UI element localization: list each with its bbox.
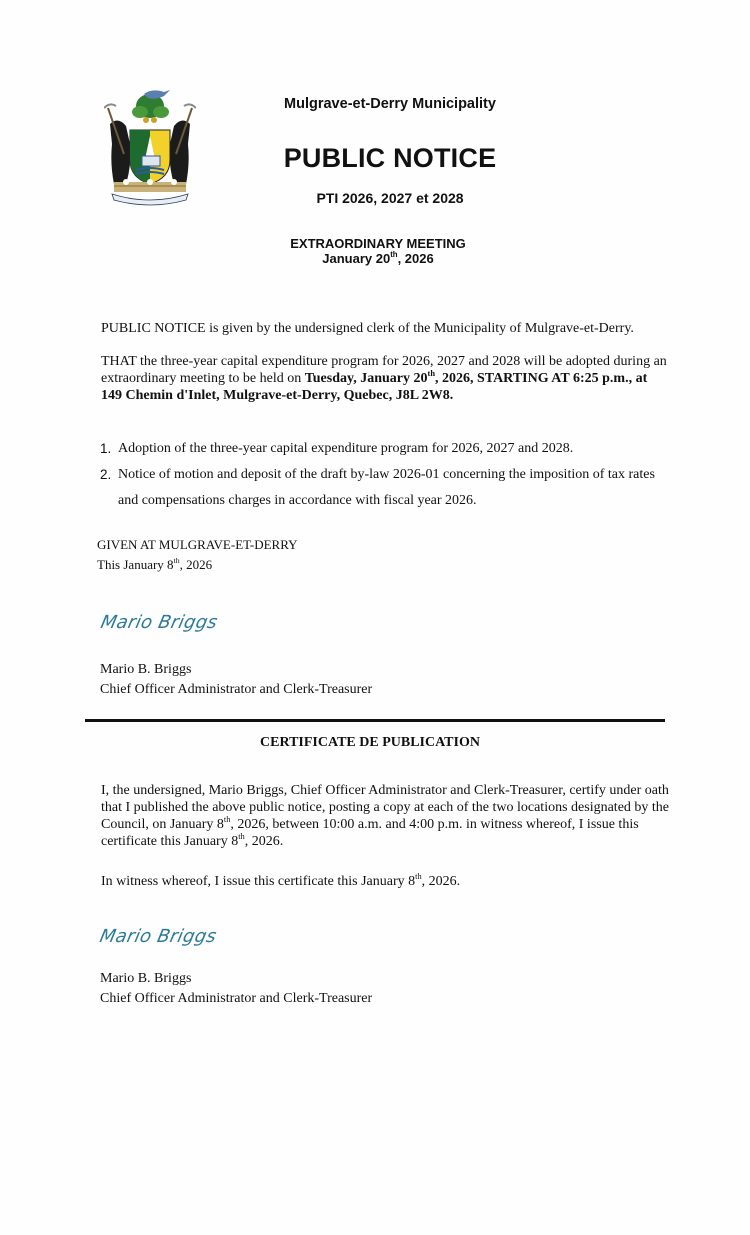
intro-paragraph: PUBLIC NOTICE is given by the undersigned clerk of the Municipality of Mulgrave-et-Derry. [101, 321, 634, 336]
notice-subtitle: PTI 2026, 2027 et 2028 [316, 190, 464, 206]
meeting-date-year: , 2026 [397, 251, 434, 266]
certificate-suffix-2: th [238, 831, 245, 841]
meeting-label: EXTRAORDINARY MEETING [290, 236, 466, 251]
municipality-name: Mulgrave-et-Derry Municipality [284, 96, 496, 112]
agenda-item-text: Notice of motion and deposit of the draft by-law 2026-01 concerning the imposition of tax rates and compensations charges in accordance with fiscal year 2026. [118, 467, 655, 508]
certificate-signer-title: Chief Officer Administrator and Clerk-Treasurer [100, 991, 373, 1006]
certificate-signature: Mario Briggs [97, 926, 219, 947]
certificate-title: CERTIFICATE DE PUBLICATION [260, 735, 480, 750]
agenda-item [100, 462, 670, 514]
meeting-heading [200, 236, 556, 266]
meeting-date-main: January 20 [322, 251, 391, 266]
given-at: GIVEN AT MULGRAVE-ET-DERRY [97, 537, 298, 552]
signer-title: Chief Officer Administrator and Clerk-Treasurer [100, 682, 373, 697]
given-date-suffix: th [173, 555, 180, 565]
meeting-date-suffix: th [390, 249, 398, 259]
witness-text: In witness whereof, I issue this certificate this January 8 [101, 874, 416, 889]
certificate-text-a: I, the undersigned, Mario Briggs, Chief Officer Administrator and Clerk-Treasurer, certify under oath that I published the above public notice, posting a copy at each of the two locations designated by the Council, on January 8 [101, 783, 670, 832]
that-bold-details: , 2026, STARTING AT 6:25 p.m., at 149 Chemin d'Inlet, Mulgrave-et-Derry, Quebec, J8L 2W8. [101, 371, 648, 403]
signer-block [100, 660, 372, 700]
agenda-item-number: 1. [100, 441, 112, 456]
agenda-item-number: 2. [100, 467, 112, 482]
given-date-main: This January 8 [97, 557, 174, 572]
that-text: THAT the three-year capital expenditure program for 2026, 2027 and 2028 will be adopted during an extraordinary meeting to be held on [101, 354, 667, 386]
signature: Mario Briggs [98, 612, 220, 633]
witness-suffix: th [415, 871, 422, 881]
that-bold-date: Tuesday, January 20 [304, 371, 428, 386]
meeting-date [200, 251, 556, 266]
agenda-list [100, 436, 670, 514]
certificate-text-c: , 2026. [244, 834, 284, 849]
certificate-signer-name: Mario B. Briggs [100, 971, 192, 986]
that-paragraph [101, 353, 671, 404]
that-bold-suffix: th [427, 368, 435, 378]
witness-year: , 2026. [421, 874, 461, 889]
witness-paragraph [101, 873, 671, 890]
certificate-signer-block [100, 969, 372, 1009]
given-date [97, 555, 298, 575]
coat-of-arms-icon [104, 84, 196, 208]
certificate-paragraph [101, 782, 671, 850]
certificate-suffix-1: th [223, 814, 231, 824]
given-date-year: , 2026 [179, 557, 213, 572]
section-divider [85, 719, 665, 722]
signer-name: Mario B. Briggs [100, 662, 192, 677]
agenda-item [100, 436, 670, 462]
notice-title: PUBLIC NOTICE [283, 143, 497, 173]
given-block [97, 535, 298, 575]
agenda-item-text: Adoption of the three-year capital expenditure program for 2026, 2027 and 2028. [118, 441, 574, 456]
certificate-text-b: , 2026, between 10:00 a.m. and 4:00 p.m. in witness whereof, I issue this certificate this January 8 [101, 817, 639, 849]
